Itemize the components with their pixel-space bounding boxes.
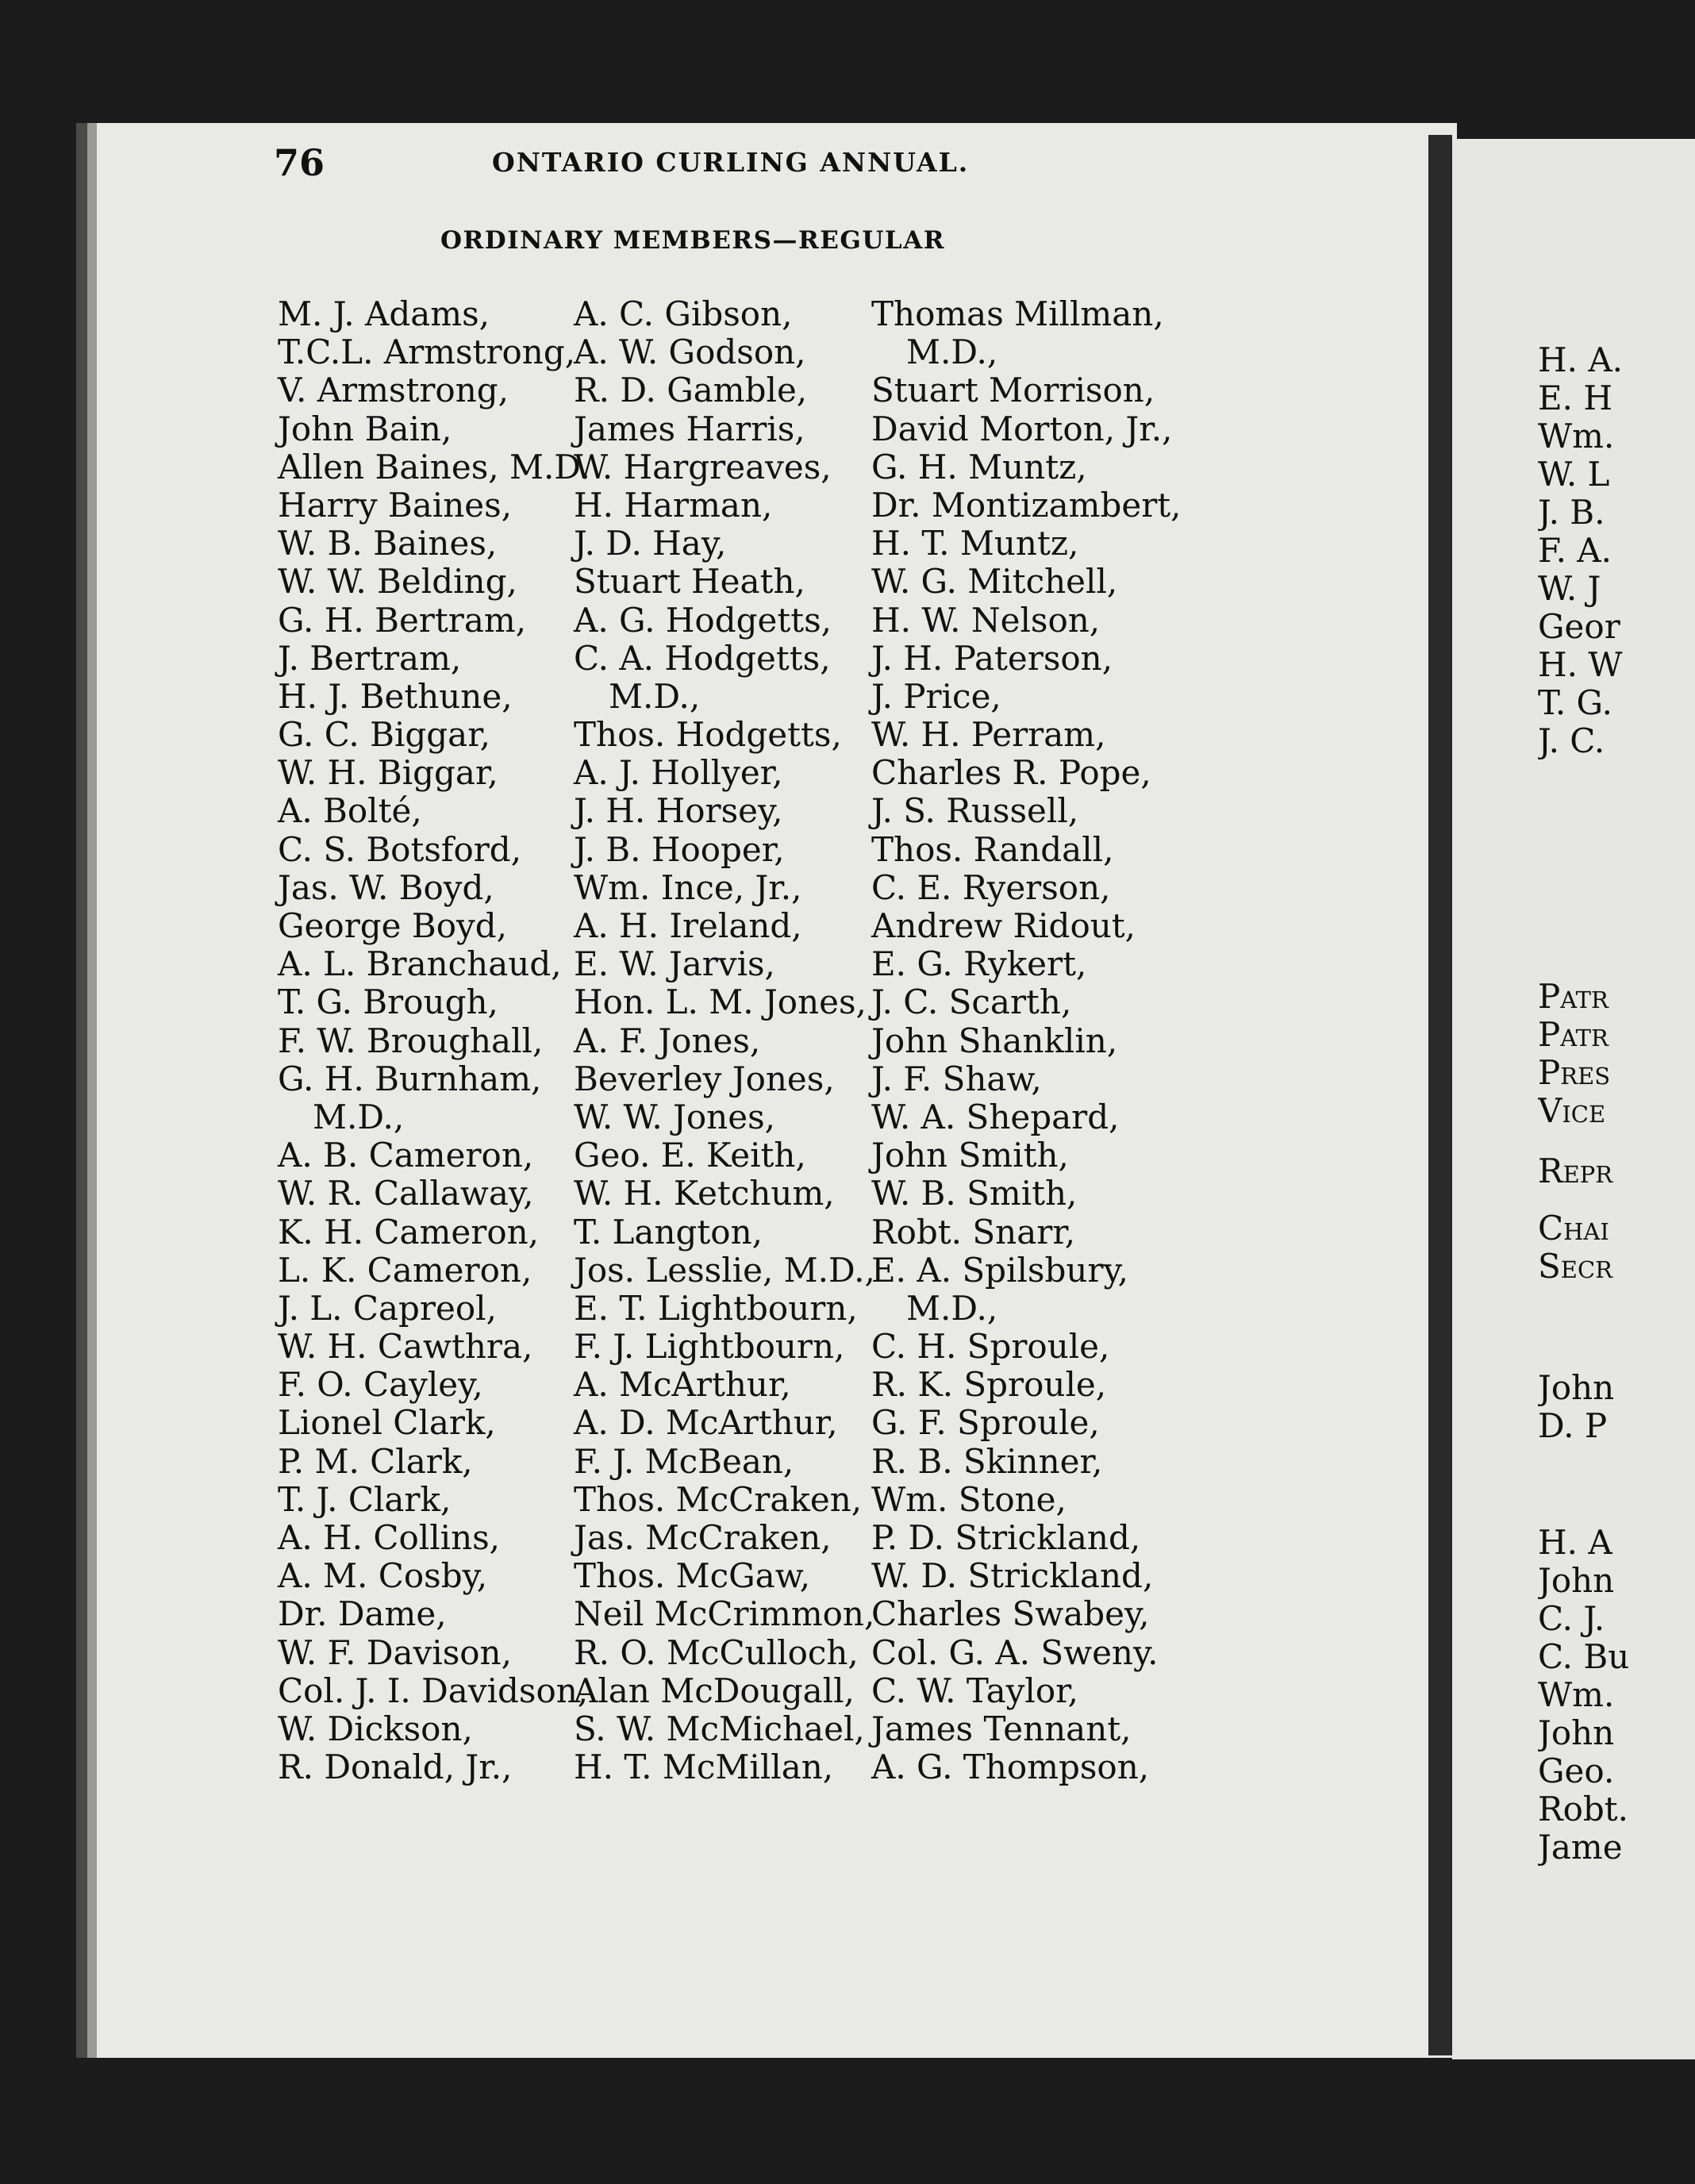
member-entry: A. H. Collins, bbox=[278, 1518, 501, 1557]
right-page-list-4 bbox=[1538, 1209, 1695, 1286]
member-entry: T. G. Brough, bbox=[278, 982, 498, 1022]
member-entry: H. Harman, bbox=[574, 485, 773, 525]
right-page-entry: H. W bbox=[1538, 645, 1623, 684]
member-entry: T. Langton, bbox=[574, 1212, 763, 1252]
member-entry: Thomas Millman, bbox=[871, 294, 1164, 333]
right-page-list-2 bbox=[1538, 978, 1695, 1130]
member-entry: Charles R. Pope, bbox=[871, 753, 1151, 793]
member-entry: Thos. Randall, bbox=[871, 829, 1114, 869]
member-entry: C. E. Ryerson, bbox=[871, 867, 1111, 907]
right-page-list-6 bbox=[1538, 1524, 1695, 1867]
member-entry: Robt. Snarr, bbox=[871, 1212, 1076, 1252]
member-entry: Hon. L. M. Jones, bbox=[574, 982, 867, 1022]
right-page-entry: Chai bbox=[1538, 1209, 1609, 1248]
member-entry: Stuart Heath, bbox=[574, 562, 805, 602]
member-entry: J. Price, bbox=[871, 676, 1001, 716]
member-entry: Wm. Ince, Jr., bbox=[574, 867, 802, 907]
member-entry: W. W. Belding, bbox=[278, 562, 517, 602]
member-entry: Stuart Morrison, bbox=[871, 371, 1155, 410]
member-entry: J. H. Paterson, bbox=[871, 638, 1113, 678]
member-entry: G. F. Sproule, bbox=[871, 1403, 1100, 1443]
member-entry: Jos. Lesslie, M.D., bbox=[574, 1250, 875, 1290]
right-page-entry: E. H bbox=[1538, 379, 1612, 417]
member-entry: Dr. Dame, bbox=[278, 1594, 447, 1634]
member-entry: W. H. Perram, bbox=[871, 715, 1106, 755]
member-entry: Wm. Stone, bbox=[871, 1479, 1067, 1519]
member-entry: A. Bolté, bbox=[278, 791, 422, 831]
member-entry: Jas. McCraken, bbox=[574, 1518, 832, 1557]
member-entry: H. T. McMillan, bbox=[574, 1748, 834, 1787]
right-page-entry: H. A. bbox=[1538, 341, 1624, 379]
right-page-list-5 bbox=[1538, 1369, 1695, 1445]
member-column-2 bbox=[574, 295, 875, 1786]
member-entry: W. H. Ketchum, bbox=[574, 1174, 835, 1213]
member-entry: G. H. Burnham, bbox=[278, 1059, 542, 1098]
member-entry: J. H. Horsey, bbox=[574, 791, 783, 831]
member-entry: W. Hargreaves, bbox=[574, 447, 832, 486]
right-page-entry: Repr bbox=[1538, 1152, 1613, 1190]
member-entry: E. A. Spilsbury, bbox=[871, 1250, 1128, 1290]
member-entry: J. C. Scarth, bbox=[871, 982, 1072, 1022]
member-entry: W. B. Smith, bbox=[871, 1174, 1078, 1213]
member-entry: C. A. Hodgetts, bbox=[574, 638, 831, 678]
member-entry: Harry Baines, bbox=[278, 485, 513, 525]
member-entry: F. J. Lightbourn, bbox=[574, 1327, 845, 1367]
member-entry: F. J. McBean, bbox=[574, 1441, 794, 1481]
member-entry: Beverley Jones, bbox=[574, 1059, 835, 1098]
member-entry: A. D. McArthur, bbox=[574, 1403, 838, 1443]
member-entry: Lionel Clark, bbox=[278, 1403, 496, 1443]
right-page-entry: John bbox=[1538, 1369, 1615, 1407]
member-entry: Thos. McGaw, bbox=[574, 1556, 811, 1596]
member-entry: P. D. Strickland, bbox=[871, 1518, 1141, 1557]
right-page-entry: Wm. bbox=[1538, 417, 1615, 456]
member-entry: A. F. Jones, bbox=[574, 1021, 761, 1060]
member-entry: G. C. Biggar, bbox=[278, 715, 491, 755]
right-page-entry: Secr bbox=[1538, 1247, 1612, 1286]
member-entry: James Tennant, bbox=[871, 1709, 1132, 1748]
right-page-entry: Pres bbox=[1538, 1053, 1611, 1092]
right-page-entry: Geor bbox=[1538, 607, 1620, 646]
member-entry: T.C.L. Armstrong, bbox=[278, 333, 576, 372]
right-page-entry: Vice bbox=[1538, 1091, 1606, 1130]
member-entry: M.D., bbox=[313, 1097, 405, 1136]
member-entry: E. G. Rykert, bbox=[871, 944, 1087, 984]
member-entry: W. H. Biggar, bbox=[278, 753, 498, 793]
right-page-entry: C. Bu bbox=[1538, 1637, 1630, 1676]
member-entry: R. Donald, Jr., bbox=[278, 1748, 513, 1787]
member-entry: W. D. Strickland, bbox=[871, 1556, 1154, 1596]
member-entry: Jas. W. Boyd, bbox=[278, 867, 494, 907]
member-entry: J. S. Russell, bbox=[871, 791, 1079, 831]
member-entry: Neil McCrimmon, bbox=[574, 1594, 875, 1634]
member-entry: A. W. Godson, bbox=[574, 333, 806, 372]
member-entry: Andrew Ridout, bbox=[871, 906, 1136, 945]
right-page-entry: J. C. bbox=[1538, 721, 1605, 760]
member-entry: W. Dickson, bbox=[278, 1709, 473, 1748]
right-page-list-1 bbox=[1538, 341, 1695, 760]
right-page-entry: H. A bbox=[1538, 1524, 1612, 1562]
member-entry: M.D., bbox=[609, 676, 701, 716]
member-entry: George Boyd, bbox=[278, 906, 507, 945]
right-page-entry: Jame bbox=[1538, 1828, 1623, 1867]
member-column-3 bbox=[871, 295, 1182, 1786]
member-entry: A. H. Ireland, bbox=[574, 906, 802, 945]
member-entry: Thos. Hodgetts, bbox=[574, 715, 842, 755]
member-entry: John Bain, bbox=[278, 409, 452, 448]
member-entry: David Morton, Jr., bbox=[871, 409, 1173, 448]
member-entry: F. W. Broughall, bbox=[278, 1021, 544, 1060]
member-entry: Geo. E. Keith, bbox=[574, 1136, 806, 1175]
member-entry: A. M. Cosby, bbox=[278, 1556, 488, 1596]
running-head: ONTARIO CURLING ANNUAL. bbox=[492, 147, 970, 178]
member-entry: Col. J. I. Davidson, bbox=[278, 1671, 589, 1710]
right-page-entry: Wm. bbox=[1538, 1675, 1615, 1714]
right-page-entry: Robt. bbox=[1538, 1790, 1629, 1828]
right-page-entry: W. L bbox=[1538, 455, 1610, 494]
member-entry: Allen Baines, M.D. bbox=[278, 447, 590, 486]
member-entry: E. W. Jarvis, bbox=[574, 944, 775, 984]
member-entry: J. Bertram, bbox=[278, 638, 462, 678]
right-page-entry: John bbox=[1538, 1713, 1615, 1752]
member-entry: Alan McDougall, bbox=[574, 1671, 855, 1710]
member-entry: V. Armstrong, bbox=[278, 371, 509, 410]
member-entry: A. C. Gibson, bbox=[574, 294, 793, 333]
member-entry: P. M. Clark, bbox=[278, 1441, 473, 1481]
member-entry: John Shanklin, bbox=[871, 1021, 1118, 1060]
right-page-entry: Patr bbox=[1538, 1015, 1609, 1054]
book-gutter bbox=[1428, 135, 1452, 2055]
right-page-entry: Patr bbox=[1538, 978, 1609, 1016]
member-entry: M.D., bbox=[906, 333, 998, 372]
member-entry: F. O. Cayley, bbox=[278, 1365, 483, 1405]
member-entry: M. J. Adams, bbox=[278, 294, 490, 333]
member-entry: R. D. Gamble, bbox=[574, 371, 808, 410]
member-entry: Dr. Montizambert, bbox=[871, 485, 1182, 525]
right-page-entry: C. J. bbox=[1538, 1599, 1605, 1638]
member-entry: H. J. Bethune, bbox=[278, 676, 513, 716]
section-title: ORDINARY MEMBERS—REGULAR bbox=[440, 226, 946, 255]
right-page-entry: W. J bbox=[1538, 569, 1601, 608]
member-entry: E. T. Lightbourn, bbox=[574, 1288, 858, 1328]
page-number: 76 bbox=[274, 141, 325, 184]
member-entry: W. G. Mitchell, bbox=[871, 562, 1118, 602]
member-column-1 bbox=[278, 295, 590, 1786]
member-entry: S. W. McMichael, bbox=[574, 1709, 865, 1748]
member-entry: A. McArthur, bbox=[574, 1365, 791, 1405]
member-entry: A. B. Cameron, bbox=[278, 1136, 534, 1175]
member-entry: W. R. Callaway, bbox=[278, 1174, 534, 1213]
member-entry: H. W. Nelson, bbox=[871, 600, 1101, 640]
right-page-entry: John bbox=[1538, 1561, 1615, 1600]
member-entry: Charles Swabey, bbox=[871, 1594, 1150, 1634]
member-entry: A. G. Hodgetts, bbox=[574, 600, 832, 640]
member-entry: J. F. Shaw, bbox=[871, 1059, 1042, 1098]
member-entry: J. D. Hay, bbox=[574, 524, 727, 563]
member-entry: W. H. Cawthra, bbox=[278, 1327, 533, 1367]
member-entry: J. B. Hooper, bbox=[574, 829, 785, 869]
member-entry: M.D., bbox=[906, 1288, 998, 1328]
member-entry: C. S. Botsford, bbox=[278, 829, 522, 869]
member-entry: A. L. Branchaud, bbox=[278, 944, 562, 984]
member-entry: H. T. Muntz, bbox=[871, 524, 1079, 563]
member-entry: R. B. Skinner, bbox=[871, 1441, 1103, 1481]
member-entry: R. O. McCulloch, bbox=[574, 1632, 859, 1672]
right-page-entry: F. A. bbox=[1538, 531, 1612, 570]
right-page-entry: Geo. bbox=[1538, 1751, 1615, 1790]
member-entry: G. H. Bertram, bbox=[278, 600, 527, 640]
member-entry: Col. G. A. Sweny. bbox=[871, 1632, 1159, 1672]
member-entry: W. W. Jones, bbox=[574, 1097, 775, 1136]
right-page-entry: T. G. bbox=[1538, 683, 1612, 722]
member-entry: R. K. Sproule, bbox=[871, 1365, 1107, 1405]
right-page-entry: J. B. bbox=[1538, 493, 1605, 532]
member-entry: W. F. Davison, bbox=[278, 1632, 512, 1672]
member-entry: G. H. Muntz, bbox=[871, 447, 1087, 486]
right-page-entry: D. P bbox=[1538, 1406, 1608, 1445]
member-entry: K. H. Cameron, bbox=[278, 1212, 540, 1252]
member-entry: A. J. Hollyer, bbox=[574, 753, 783, 793]
right-page-list-3 bbox=[1538, 1152, 1695, 1190]
member-entry: L. K. Cameron, bbox=[278, 1250, 532, 1290]
member-entry: C. W. Taylor, bbox=[871, 1671, 1078, 1710]
member-entry: James Harris, bbox=[574, 409, 805, 448]
member-entry: A. G. Thompson, bbox=[871, 1748, 1150, 1787]
member-entry: W. A. Shepard, bbox=[871, 1097, 1120, 1136]
member-entry: J. L. Capreol, bbox=[278, 1288, 497, 1328]
member-entry: Thos. McCraken, bbox=[574, 1479, 863, 1519]
member-entry: W. B. Baines, bbox=[278, 524, 498, 563]
member-entry: T. J. Clark, bbox=[278, 1479, 452, 1519]
member-entry: John Smith, bbox=[871, 1136, 1069, 1175]
member-entry: C. H. Sproule, bbox=[871, 1327, 1110, 1367]
